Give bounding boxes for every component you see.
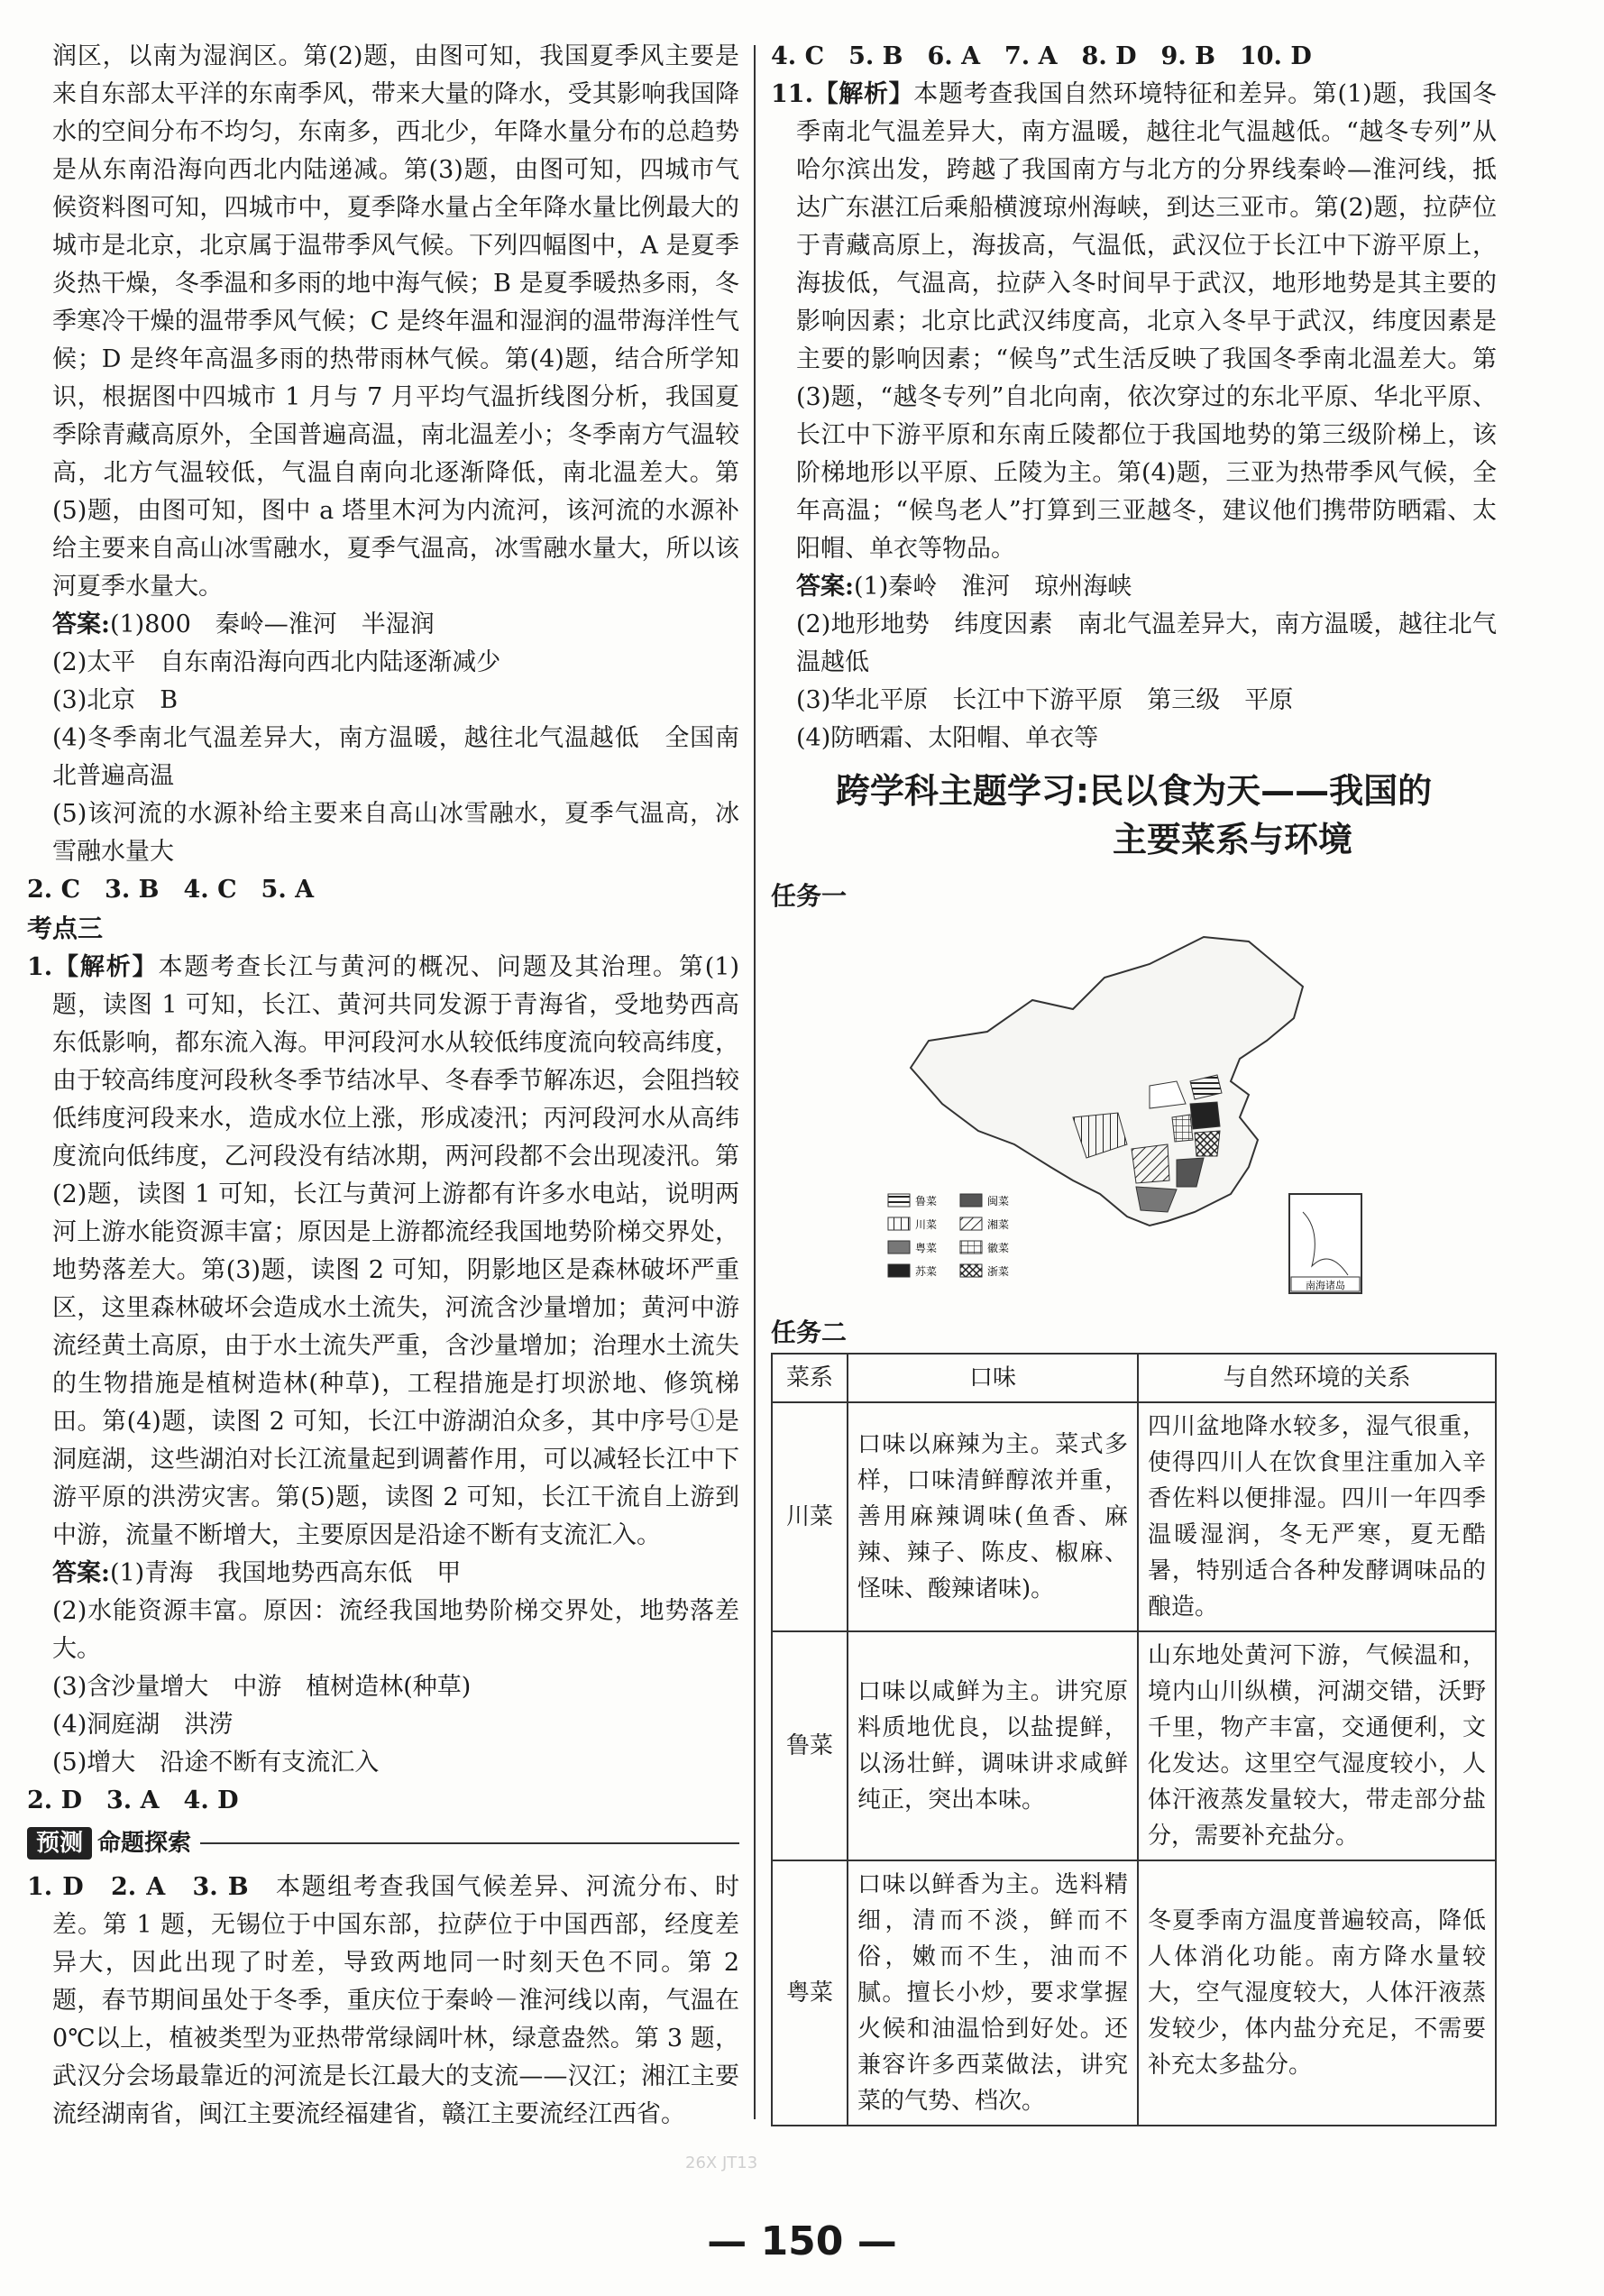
legend-swatch: [888, 1194, 910, 1207]
left-column: [27, 38, 739, 2134]
right-column: [771, 38, 1497, 2126]
region-xiang: [1132, 1144, 1169, 1183]
legend-swatch: [960, 1241, 982, 1254]
answer-line: 答案:(1)青海 我国地势西高东低 甲: [52, 1559, 462, 1587]
prediction-section-header: [27, 1827, 739, 1860]
legend-label: 粤菜: [915, 1242, 938, 1254]
legend-label: 湘菜: [987, 1218, 1010, 1231]
intro-paragraph: 润区，以南为湿润区。第(2)题，由图可知，我国夏季风主要是来自东部太平洋的东南季风，带来大量的降水，受其影响我国降水的空间分布不均匀，东南多，西北少，年降水量分布的总趋势是从东南沿海向西北内陆递减。第(3)题，由图可知，四城市气候资料图可知，四城市中，夏季降水量占全年降水量比例最大的城市是北京，北京属于温带季风气候。下列四幅图中，A 是夏季炎热干燥，冬季温和多雨的地中海气候；B 是夏季暖热多雨，冬季寒冷干燥的温带季风气候；C 是终年温和湿润的温带海洋性气候；D 是终年高温多雨的热带雨林气候。第(4)题，结合所学知识，根据图中四城市 1 月与 7 月平均气温折线图分析，我国夏季除青藏高原外，全国普遍高温，南北温差小；冬季南方气温较高，北方气温较低，气温自南向北逐渐降低，南北温差大。第(5)题，由图可知，图中 a 塔里木河为内流河，该河流的水源补给主要来自高山冰雪融水，夏季气温高，冰雪融水量大，所以该河夏季水量大。: [52, 42, 739, 601]
map-graphic: [879, 923, 1384, 1302]
analysis-tag: 【解析】: [52, 953, 159, 981]
answer-line: 答案:(1)秦岭 淮河 琼州海峡: [796, 573, 1132, 601]
legend-label: 鲁菜: [915, 1195, 938, 1208]
page-number: — 150 —: [707, 2218, 897, 2264]
q1-analysis: 1.【解析】本题考查长江与黄河的概况、问题及其治理。第(1)题，读图 1 可知，长江、黄河共同发源于青海省，受地势西高东低影响，都东流入海。甲河段河水从较低纬度流向较高纬度，由于较高纬度河段秋冬季节结冰早、冬春季节解冻迟，会阻挡较低纬度河段来水，造成水位上涨，形成凌汛；丙河段河水从高纬度流向低纬度，乙河段没有结冰期，两河段都不会出现凌汛。第(2)题，读图 1 可知，长江与黄河上游都有许多水电站，说明两河上游水能资源丰富；原因是上游都流经我国地势阶梯交界处，地势落差大。第(3)题，读图 2 可知，阴影地区是森林破坏严重区，这里森林破坏会造成水土流失，河流含沙量增加；黄河中游流经黄土高原，由于水土流失严重，含沙量增加；治理水土流失的生物措施是植树造林(种草)，工程措施是打坝淤地、修筑梯田。第(4)题，读图 2 可知，长江中游湖泊众多，其中序号①是洞庭湖，这些湖泊对长江流量起到调蓄作用，可以减轻长江中下游平原的洪涝灾害。第(5)题，读图 2 可知，长江干流自上游到中游，流量不断增大，主要原因是沿途不断有支流汇入。: [27, 953, 739, 1549]
watermark: 26X JT13: [685, 2154, 758, 2172]
table-row: 鲁菜 口味以咸鲜为主。讲究原料质地优良，以盐提鲜，以汤壮鲜，调味讲求咸鲜纯正，突出本味。 山东地处黄河下游，气候温和，境内山川纵横，河湖交错，沃野千里，物产丰富，交通便利，文化发达。这里空气湿度较小，人体汗液蒸发量较大，带走部分盐分，需要补充盐分。: [772, 1631, 1496, 1860]
q11-analysis: 11.【解析】本题考查我国自然环境特征和差异。第(1)题，我国冬季南北气温差异大，南方温暖，越往北气温越低。“越冬专列”从哈尔滨出发，跨越了我国南方与北方的分界线秦岭—淮河线，抵达广东湛江后乘船横渡琼州海峡，到达三亚市。第(2)题，拉萨位于青藏高原上，海拔高，气温低，武汉位于长江中下游平原上，海拔低，气温高，拉萨入冬时间早于武汉，地形地势是其主要的影响因素；北京比武汉纬度高，北京入冬早于武汉，纬度因素是主要的影响因素；“候鸟”式生活反映了我国冬季南北温差大。第(3)题，“越冬专列”自北向南，依次穿过的东北平原、华北平原、长江中下游平原和东南丘陵都位于我国地势的第三级阶梯上，该阶梯地形以平原、丘陵为主。第(4)题，三亚为热带季风气候，全年高温；“候鸟老人”打算到三亚越冬，建议他们携带防晒霜、太阳帽、单衣等物品。: [771, 80, 1498, 563]
mc-answers: 2. D 3. A 4. D: [27, 1786, 239, 1814]
region-su: [1190, 1102, 1220, 1129]
answer-line: (2)地形地势 纬度因素 南北气温差异大，南方温暖，越往北气温越低: [796, 611, 1497, 676]
legend-label: 闽菜: [987, 1195, 1010, 1208]
legend-label: 浙菜: [987, 1265, 1010, 1278]
task1-heading: 任务一: [771, 881, 848, 911]
column-divider: [754, 45, 756, 2119]
china-outline: [911, 937, 1303, 1226]
answer-line: (5)该河流的水源补给主要来自高山冰雪融水，夏季气温高，冰雪融水量大: [52, 800, 739, 866]
answer-line: (2)水能资源丰富。原因：流经我国地势阶梯交界处，地势落差大。: [52, 1597, 739, 1663]
legend-label: 苏菜: [915, 1265, 938, 1278]
legend-swatch: [888, 1241, 910, 1254]
prediction-tag: 预测: [27, 1827, 92, 1860]
answer-line: (4)洞庭湖 洪涝: [52, 1711, 234, 1739]
region-hui: [1172, 1115, 1193, 1142]
task2-heading: 任务二: [771, 1318, 848, 1347]
inset-label: 南海诸岛: [1306, 1280, 1345, 1291]
legend: [888, 1194, 1009, 1278]
table-row: 川菜 口味以麻辣为主。菜式多样，口味清鲜醇浓并重，善用麻辣调味(鱼香、麻辣、辣子、陈皮、椒麻、怪味、酸辣诸味)。 四川盆地降水较多，湿气很重，使得四川人在饮食里注重加入辛香佐料以便排湿。四川一年四季温暖湿润，冬无严寒，夏无酷暑，特别适合各种发酵调味品的酿造。: [772, 1402, 1496, 1631]
kaodian-heading: 考点三: [27, 914, 104, 943]
analysis-tag: 【解析】: [812, 80, 914, 108]
legend-swatch: [888, 1217, 910, 1230]
mc-answers: 4. C 5. B 6. A 7. A 8. D 9. B 10. D: [771, 42, 1312, 70]
china-cuisine-map: [879, 923, 1384, 1302]
prediction-title: 命题探索: [97, 1830, 192, 1857]
region-zhe: [1195, 1131, 1220, 1156]
answer-line: (4)冬季南北气温差异大，南方温暖，越往北气温越低 全国南北普遍高温: [52, 724, 739, 790]
answer-line: (5)增大 沿途不断有支流汇入: [52, 1749, 380, 1777]
table-row: 粤菜 口味以鲜香为主。选料精细，清而不淡，鲜而不俗，嫩而不生，油而不腻。擅长小炒，要求掌握火候和油温恰到好处。还兼容许多西菜做法，讲究菜的气势、档次。 冬夏季南方温度普遍较高，降低人体消化功能。南方降水量较大，空气湿度较大，人体汗液蒸发较少，体内盐分充足，不需要补充太多盐分。: [772, 1860, 1496, 2126]
prediction-analysis: 1. D 2. A 3. B 本题组考查我国气候差异、河流分布、时差。第 1 题，无锡位于中国东部，拉萨位于中国西部，经度差异大，因此出现了时差，导致两地同一时刻天色不同。第 2 题，春节期间虽处于冬季，重庆位于秦岭－淮河线以南，气温在 0℃以上，植被类型为亚热带常绿阔叶林，绿意盎然。第 3 题，武汉分会场最靠近的河流是长江最大的支流——汉江；湘江主要流经湖南省，闽江主要流经福建省，赣江主要流经江西省。: [27, 1873, 740, 2128]
section-title: 跨学科主题学习:民以食为天——我国的 主要菜系与环境: [835, 771, 1433, 859]
cuisine-table: [771, 1353, 1497, 2126]
answer-label: 答案:: [52, 611, 110, 638]
legend-label: 徽菜: [987, 1242, 1010, 1254]
mc-answers: 2. C 3. B 4. C 5. A: [27, 876, 315, 904]
legend-swatch: [960, 1194, 982, 1207]
legend-label: 川菜: [915, 1218, 938, 1231]
answer-line: (3)华北平原 长江中下游平原 第三级 平原: [796, 686, 1294, 714]
answer-line: 答案:(1)800 秦岭—淮河 半湿润: [52, 611, 435, 638]
legend-swatch: [960, 1264, 982, 1277]
rule: [200, 1842, 739, 1844]
answer-line: (2)太平 自东南沿海向西北内陆逐渐减少: [52, 648, 501, 676]
legend-swatch: [960, 1217, 982, 1230]
legend-swatch: [888, 1264, 910, 1277]
table-header-row: 菜系 口味 与自然环境的关系: [772, 1354, 1496, 1402]
answer-line: (3)含沙量增大 中游 植树造林(种草): [52, 1673, 472, 1701]
answer-line: (4)防晒霜、太阳帽、单衣等: [796, 724, 1099, 752]
answer-line: (3)北京 B: [52, 686, 179, 714]
